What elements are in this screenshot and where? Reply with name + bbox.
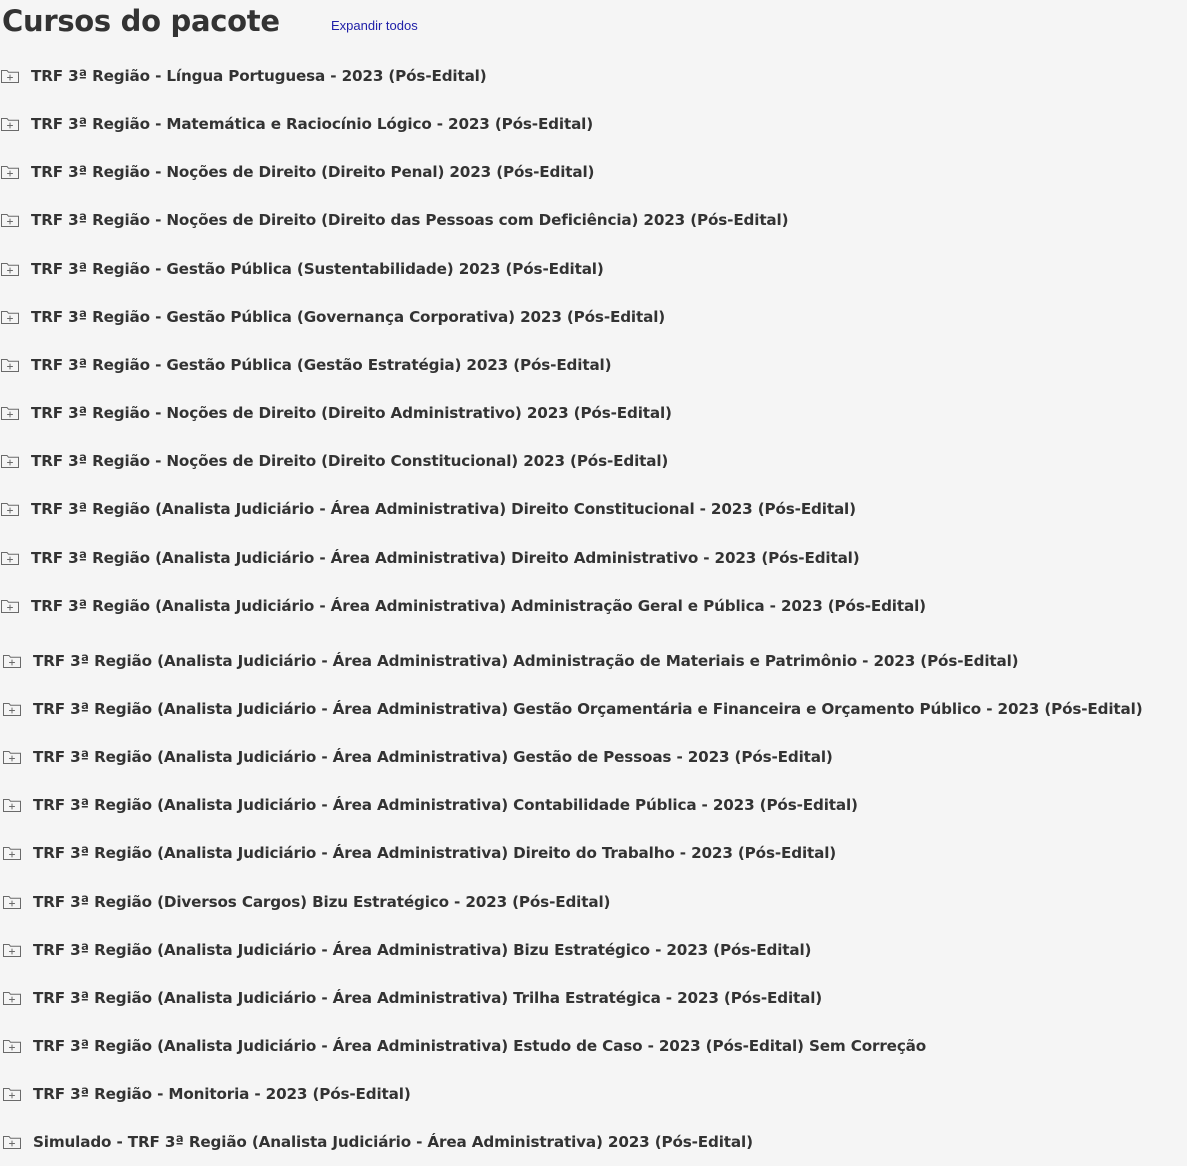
page-title: Cursos do pacote xyxy=(2,4,280,38)
course-item[interactable] xyxy=(0,446,668,476)
course-item[interactable] xyxy=(2,1031,926,1061)
folder-plus-icon[interactable] xyxy=(0,550,20,566)
folder-plus-icon[interactable] xyxy=(0,212,20,228)
folder-plus-icon[interactable] xyxy=(2,797,22,813)
folder-plus-icon[interactable] xyxy=(2,1038,22,1054)
course-title[interactable]: TRF 3ª Região (Analista Judiciário - Área Administrativa) Contabilidade Pública - 2023 (Pós-Edital) xyxy=(33,796,858,814)
folder-plus-icon[interactable] xyxy=(0,501,20,517)
folder-plus-icon[interactable] xyxy=(2,845,22,861)
folder-plus-icon[interactable] xyxy=(0,261,20,277)
folder-plus-icon[interactable] xyxy=(2,942,22,958)
course-title[interactable]: TRF 3ª Região (Analista Judiciário - Área Administrativa) Direito Administrativo - 2023 (Pós-Edital) xyxy=(31,549,860,567)
course-title[interactable]: TRF 3ª Região - Noções de Direito (Direito Constitucional) 2023 (Pós-Edital) xyxy=(31,452,669,470)
expand-all-link[interactable]: Expandir todos xyxy=(331,18,418,33)
course-title[interactable]: TRF 3ª Região - Noções de Direito (Direito Penal) 2023 (Pós-Edital) xyxy=(31,163,595,181)
folder-plus-icon[interactable] xyxy=(2,1134,22,1150)
course-item[interactable] xyxy=(2,646,1018,676)
course-title[interactable]: TRF 3ª Região - Matemática e Raciocínio Lógico - 2023 (Pós-Edital) xyxy=(31,115,594,133)
folder-plus-icon[interactable] xyxy=(0,164,20,180)
folder-plus-icon[interactable] xyxy=(0,357,20,373)
course-title[interactable]: TRF 3ª Região - Monitoria - 2023 (Pós-Edital) xyxy=(33,1085,411,1103)
course-title[interactable]: TRF 3ª Região (Analista Judiciário - Área Administrativa) Gestão de Pessoas - 2023 (Pós-Edital) xyxy=(33,748,833,766)
course-title[interactable]: TRF 3ª Região - Gestão Pública (Sustentabilidade) 2023 (Pós-Edital) xyxy=(31,260,604,278)
course-item[interactable] xyxy=(0,157,594,187)
course-item[interactable] xyxy=(0,398,672,428)
folder-plus-icon[interactable] xyxy=(0,405,20,421)
folder-plus-icon[interactable] xyxy=(0,68,20,84)
course-title[interactable]: TRF 3ª Região (Analista Judiciário - Área Administrativa) Administração Geral e Pública - 2023 (Pós-Edital) xyxy=(31,597,926,615)
course-item[interactable] xyxy=(0,254,604,284)
course-title[interactable]: TRF 3ª Região - Noções de Direito (Direito Administrativo) 2023 (Pós-Edital) xyxy=(31,404,672,422)
course-item[interactable] xyxy=(0,350,611,380)
course-title[interactable]: Simulado - TRF 3ª Região (Analista Judiciário - Área Administrativa) 2023 (Pós-Edital) xyxy=(33,1133,753,1151)
course-item[interactable] xyxy=(2,935,811,965)
course-item[interactable] xyxy=(0,205,788,235)
folder-plus-icon[interactable] xyxy=(2,990,22,1006)
course-item[interactable] xyxy=(0,109,593,139)
course-item[interactable] xyxy=(0,591,926,621)
course-item[interactable] xyxy=(2,1079,411,1109)
folder-plus-icon[interactable] xyxy=(2,1086,22,1102)
course-title[interactable]: TRF 3ª Região (Analista Judiciário - Área Administrativa) Direito Constitucional - 2023 (Pós-Edital) xyxy=(31,500,856,518)
course-item[interactable] xyxy=(2,1127,753,1157)
folder-plus-icon[interactable] xyxy=(2,894,22,910)
course-item[interactable] xyxy=(2,694,1143,724)
course-title[interactable]: TRF 3ª Região - Gestão Pública (Gestão Estratégia) 2023 (Pós-Edital) xyxy=(31,356,612,374)
folder-plus-icon[interactable] xyxy=(0,116,20,132)
course-title[interactable]: TRF 3ª Região (Diversos Cargos) Bizu Estratégico - 2023 (Pós-Edital) xyxy=(33,893,611,911)
course-title[interactable]: TRF 3ª Região - Noções de Direito (Direito das Pessoas com Deficiência) 2023 (Pós-Edital) xyxy=(31,211,789,229)
course-item[interactable] xyxy=(2,790,858,820)
course-title[interactable]: TRF 3ª Região (Analista Judiciário - Área Administrativa) Administração de Materiais e Patrimônio - 2023 (Pós-Edital) xyxy=(33,652,1019,670)
folder-plus-icon[interactable] xyxy=(2,701,22,717)
course-title[interactable]: TRF 3ª Região (Analista Judiciário - Área Administrativa) Gestão Orçamentária e Financeira e Orçamento Público - 2023 (Pós-Edital) xyxy=(33,700,1143,718)
course-title[interactable]: TRF 3ª Região (Analista Judiciário - Área Administrativa) Estudo de Caso - 2023 (Pós-Edital) Sem Correção xyxy=(33,1037,927,1055)
course-item[interactable] xyxy=(2,742,833,772)
course-item[interactable] xyxy=(0,61,487,91)
course-title[interactable]: TRF 3ª Região (Analista Judiciário - Área Administrativa) Direito do Trabalho - 2023 (Pós-Edital) xyxy=(33,844,837,862)
folder-plus-icon[interactable] xyxy=(0,598,20,614)
course-item[interactable] xyxy=(0,302,665,332)
folder-plus-icon[interactable] xyxy=(2,749,22,765)
course-item[interactable] xyxy=(2,838,836,868)
course-title[interactable]: TRF 3ª Região (Analista Judiciário - Área Administrativa) Trilha Estratégica - 2023 (Pós-Edital) xyxy=(33,989,823,1007)
course-title[interactable]: TRF 3ª Região - Gestão Pública (Governança Corporativa) 2023 (Pós-Edital) xyxy=(31,308,666,326)
course-item[interactable] xyxy=(0,494,856,524)
folder-plus-icon[interactable] xyxy=(2,653,22,669)
folder-plus-icon[interactable] xyxy=(0,309,20,325)
course-item[interactable] xyxy=(0,543,860,573)
course-item[interactable] xyxy=(2,983,822,1013)
course-title[interactable]: TRF 3ª Região (Analista Judiciário - Área Administrativa) Bizu Estratégico - 2023 (Pós-Edital) xyxy=(33,941,812,959)
course-title[interactable]: TRF 3ª Região - Língua Portuguesa - 2023 (Pós-Edital) xyxy=(31,67,487,85)
folder-plus-icon[interactable] xyxy=(0,453,20,469)
course-item[interactable] xyxy=(2,887,610,917)
